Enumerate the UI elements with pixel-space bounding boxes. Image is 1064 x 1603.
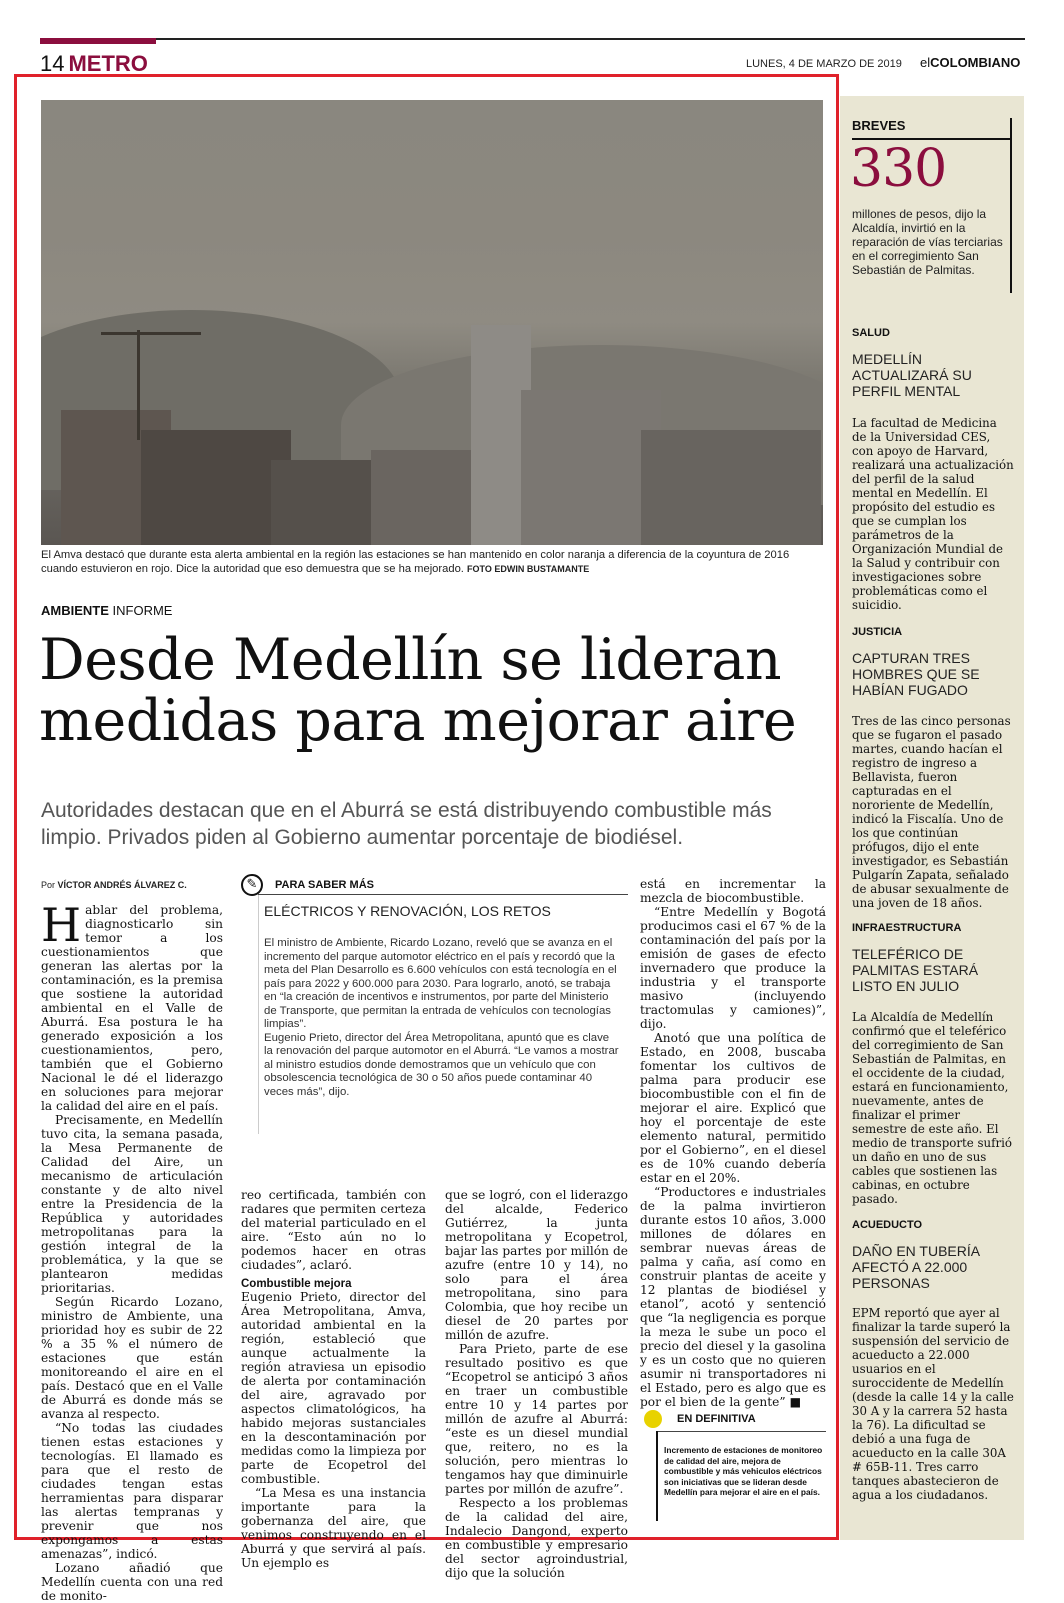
photo-credit: FOTO EDWIN BUSTAMANTE: [467, 564, 590, 574]
brief-body: Tres de las cinco personas que se fugaron el pasado martes, cuando hacían el registro de ingreso a Bellavista, fueron capturadas en el nororiente de Medellín, indicó la Fiscalía. Uno de los que continúan prófugos, dijo el ente investigador, es Sebastián Pulgarín Zapata, señalado de abusar sexualmente de una joven de 18 años.: [852, 714, 1011, 910]
brief-body: EPM reportó que ayer al finalizar la tarde superó la suspensión del servicio de acueducto a 22.000 usuarios en el suroccidente de Medellín (desde la calle 14 y la calle 30 A y la carrera 52 hasta la 76). La dificultad se debió a una fuga de acueducto en la calle 30A # 65B-11. Tres carro tanques abastecieron de agua a los ciudadanos.: [852, 1306, 1014, 1502]
brief-body: La facultad de Medicina de la Universidad CES, con apoyo de Harvard, realizará una actualización del perfil de la salud mental en Medellín. El propósito del estudio es que se cumplan los parámetros de la Organización Mundial de la Salud y contribuir con investigaciones sobre problemáticas como el suicidio.: [852, 416, 1014, 612]
big-number: 330: [850, 139, 947, 199]
page-number: 14 METRO: [40, 51, 148, 76]
box-body: El ministro de Ambiente, Ricardo Lozano, reveló que se avanza en el incremento del parque automotor eléctrico en el país y recordó que la meta del Plan Desarrollo es 6.600 vehículos con está tecnología en el país para 2022 y 600.000 para 2030. Para lograrlo, anotó, se trabaja en “la creación de incentivos e instrumentos, por parte del Ministerio de Transporte, que permitan la entrada de vehículos con tecnologías limpias”. Eugenio Prieto, director del Área Metropolitana, apuntó que es clave la renovación del parque automotor en el Aburrá. “Le vamos a mostrar al ministro estudios donde demostramos que un vehículo que con obsolescencia tecnológica de 30 o 50 años puede contaminar 40 veces más”, dijo.: [264, 937, 619, 1098]
date-line: LUNES, 4 DE MARZO DE 2019: [746, 58, 902, 70]
definitiva-rule: [656, 1431, 658, 1521]
brief-title: MEDELLÍN ACTUALIZARÁ SU PERFIL MENTAL: [852, 351, 972, 399]
section-accent-bar: [40, 38, 156, 44]
article-headline: Desde Medellín se lideran medidas para mejorar aire: [39, 627, 797, 754]
definitiva-icon: [644, 1410, 662, 1428]
article-kicker: AMBIENTE INFORME: [41, 603, 173, 618]
article-column-4: está en incrementar la mezcla de biocombustible. “Entre Medellín y Bogotá producimos casi el 67 % de la contaminación del país por la emisión de gases de efecto invernadero que produce la industria y el transporte masivo (incluyendo tractomulas y camiones)”, dijo. Anotó que una política de Estado, en 2008, buscaba fomentar los cultivos de palma para producir ese biocombustible con el fin de mejorar el aire. Explicó que hoy el porcentaje de este elemento natural, permitido por el Gobierno”, en el diesel es de 10% cuando debería estar en el 20%. “Productores e industriales de la palma invirtieron durante estos 10 años, 3.000 millones de dólares en sembrar nuevas áreas de palma y caña, así como en construir plantas de aceite y 12 plantas de biodiésel y etanol”, acotó y sentenció que “la negligencia es porque la meza le sube un poco el precio del diesel y la gasolina y es un costo que no quieren asumir ni transportadores ni el Estado, pero es algo que es por el bien de la gente” ■: [640, 877, 826, 1409]
brief-title: CAPTURAN TRES HOMBRES QUE SE HABÍAN FUGADO: [852, 650, 980, 698]
breves-rule: [1010, 118, 1012, 293]
drop-cap: H: [41, 898, 82, 952]
box-rule: [258, 894, 259, 1134]
section-name: METRO: [68, 51, 148, 76]
brief-section: JUSTICIA: [852, 626, 903, 638]
top-rule: [40, 38, 1025, 40]
article-subheadline: Autoridades destacan que en el Aburrá se está distribuyendo combustible más limpio. Privados piden al Gobierno aumentar porcentaje de biodiésel.: [41, 799, 772, 849]
big-number-text: millones de pesos, dijo la Alcaldía, invirtió en la reparación de vías terciarias en el corregimiento San Sebastián de Palmitas.: [852, 207, 1003, 277]
brief-section: ACUEDUCTO: [852, 1219, 923, 1231]
newspaper-logo: elCOLOMBIANO: [920, 55, 1021, 70]
brief-title: TELEFÉRICO DE PALMITAS ESTARÁ LISTO EN JULIO: [852, 946, 979, 994]
article-column-3: que se logró, con el liderazgo del alcalde, Federico Gutiérrez, la junta metropolitana y Ecopetrol, bajar las partes por millón de azufre (entre 10 y 14), no solo para el área metropolitana, sino para Colombia, que hoy recibe un diesel de 20 partes por millón de azufre. Para Prieto, parte de ese resultado positivo es que “Ecopetrol se anticipó 3 años en traer un combustible entre 10 y 14 partes por millón de azufre al Aburrá: “este es un diesel mundial que, reitero, no es la solución, pero mientras lo tengamos hay que diminuirle partes por millón de azufre”. Respecto a los problemas de la calidad del aire, Indalecio Dangond, experto en combustible y empresario del sector agroindustrial, dijo que la solución: [445, 1188, 628, 1580]
box-label: PARA SABER MÁS: [275, 879, 375, 891]
article-column-2: reo certificada, también con radares que permiten certeza del material particulado en el aire. “Esto aún no lo podemos hacer en otras ciudades”, aclaró. Combustible mejora Eugenio Prieto, director del Área Metropolitana, Amva, autoridad ambiental en la región, estableció que aunque actualmente la región atraviesa un episodio de alerta por contaminación del aire, agravado por aspectos climatológicos, ha habido mejoras sustanciales en la descontaminación por medidas como la limpieza por parte de Ecopetrol del combustible. “La Mesa es una instancia importante para la gobernanza del aire, que venimos construyendo en el Aburrá y que servirá al país. Un ejemplo es: [241, 1188, 426, 1570]
brief-section: INFRAESTRUCTURA: [852, 922, 962, 934]
pin-icon: ✎: [241, 874, 263, 896]
breves-label: BREVES: [852, 118, 906, 133]
column-subheading: Combustible mejora: [241, 1278, 352, 1290]
article-column-1: Hablar del problema, diagnosticarlo sin temor a los cuestionamientos que generan las alertas por la contaminación, es la premisa que sostiene la autoridad ambiental en el Valle de Aburrá. Esa postura le ha generado exposición a los cuestionamientos, pero, también que el Gobierno Nacional le dé el liderazgo en soluciones para mejorar la calidad del aire en el país. Precisamente, en Medellín tuvo cita, la semana pasada, la Mesa Permanente de Calidad del Aire, un mecanismo de articulación constante y de alto nivel entre la Presidencia de la República y autoridades metropolitanas para la gestión integral de la problemática, y la que se plantearon medidas prioritarias. Según Ricardo Lozano, ministro de Ambiente, una prioridad hoy es subir de 22 % a 35 % el número de estaciones que están monitoreando el aire en el país. Destacó que en el Valle de Aburrá es donde más se avanza al respecto. “No todas las ciudades tienen estas estaciones y tecnologías. El llamado es para que el resto de ciudades tengan estas herramientas para disparar las alertas tempranas y prevenir que nos expongamos a estas amenazas”, indicó. Lozano añadió que Medellín cuenta con una red de monito-: [41, 898, 223, 1603]
box-title: ELÉCTRICOS Y RENOVACIÓN, LOS RETOS: [264, 903, 551, 919]
definitiva-text: Incremento de estaciones de monitoreo de calidad del aire, mejora de combustible y más vehiculos eléctricos son iniciativas que se lideran desde Medellín para mejorar el aire en el país.: [664, 1445, 823, 1497]
article-byline: Por VÍCTOR ANDRÉS ÁLVAREZ C.: [41, 880, 187, 890]
photo-caption: El Amva destacó que durante esta alerta ambiental en la región las estaciones se han mantenido en color naranja a diferencia de la coyuntura de 2016 cuando estuvieron en rojo. Dice la autoridad que eso demuestra que se ha mejorado. FOTO EDWIN BUSTAMANTE: [41, 549, 790, 575]
brief-body: La Alcaldía de Medellín confirmó que el teleférico del corregimiento de San Sebastián de Palmitas, en el occidente de la ciudad, estará en funcionamiento, nuevamente, antes de finalizar el primer semestre de este año. El medio de transporte sufrió un daño en uno de sus cables que sostienen las cabinas, en octubre pasado.: [852, 1010, 1012, 1206]
city-smog-photo: [41, 100, 823, 545]
definitiva-label: EN DEFINITIVA: [677, 1413, 756, 1425]
brief-title: DAÑO EN TUBERÍA AFECTÓ A 22.000 PERSONAS: [852, 1243, 980, 1291]
brief-section: SALUD: [852, 327, 890, 339]
box-divider: [258, 894, 628, 895]
definitiva-divider: [656, 1431, 826, 1432]
